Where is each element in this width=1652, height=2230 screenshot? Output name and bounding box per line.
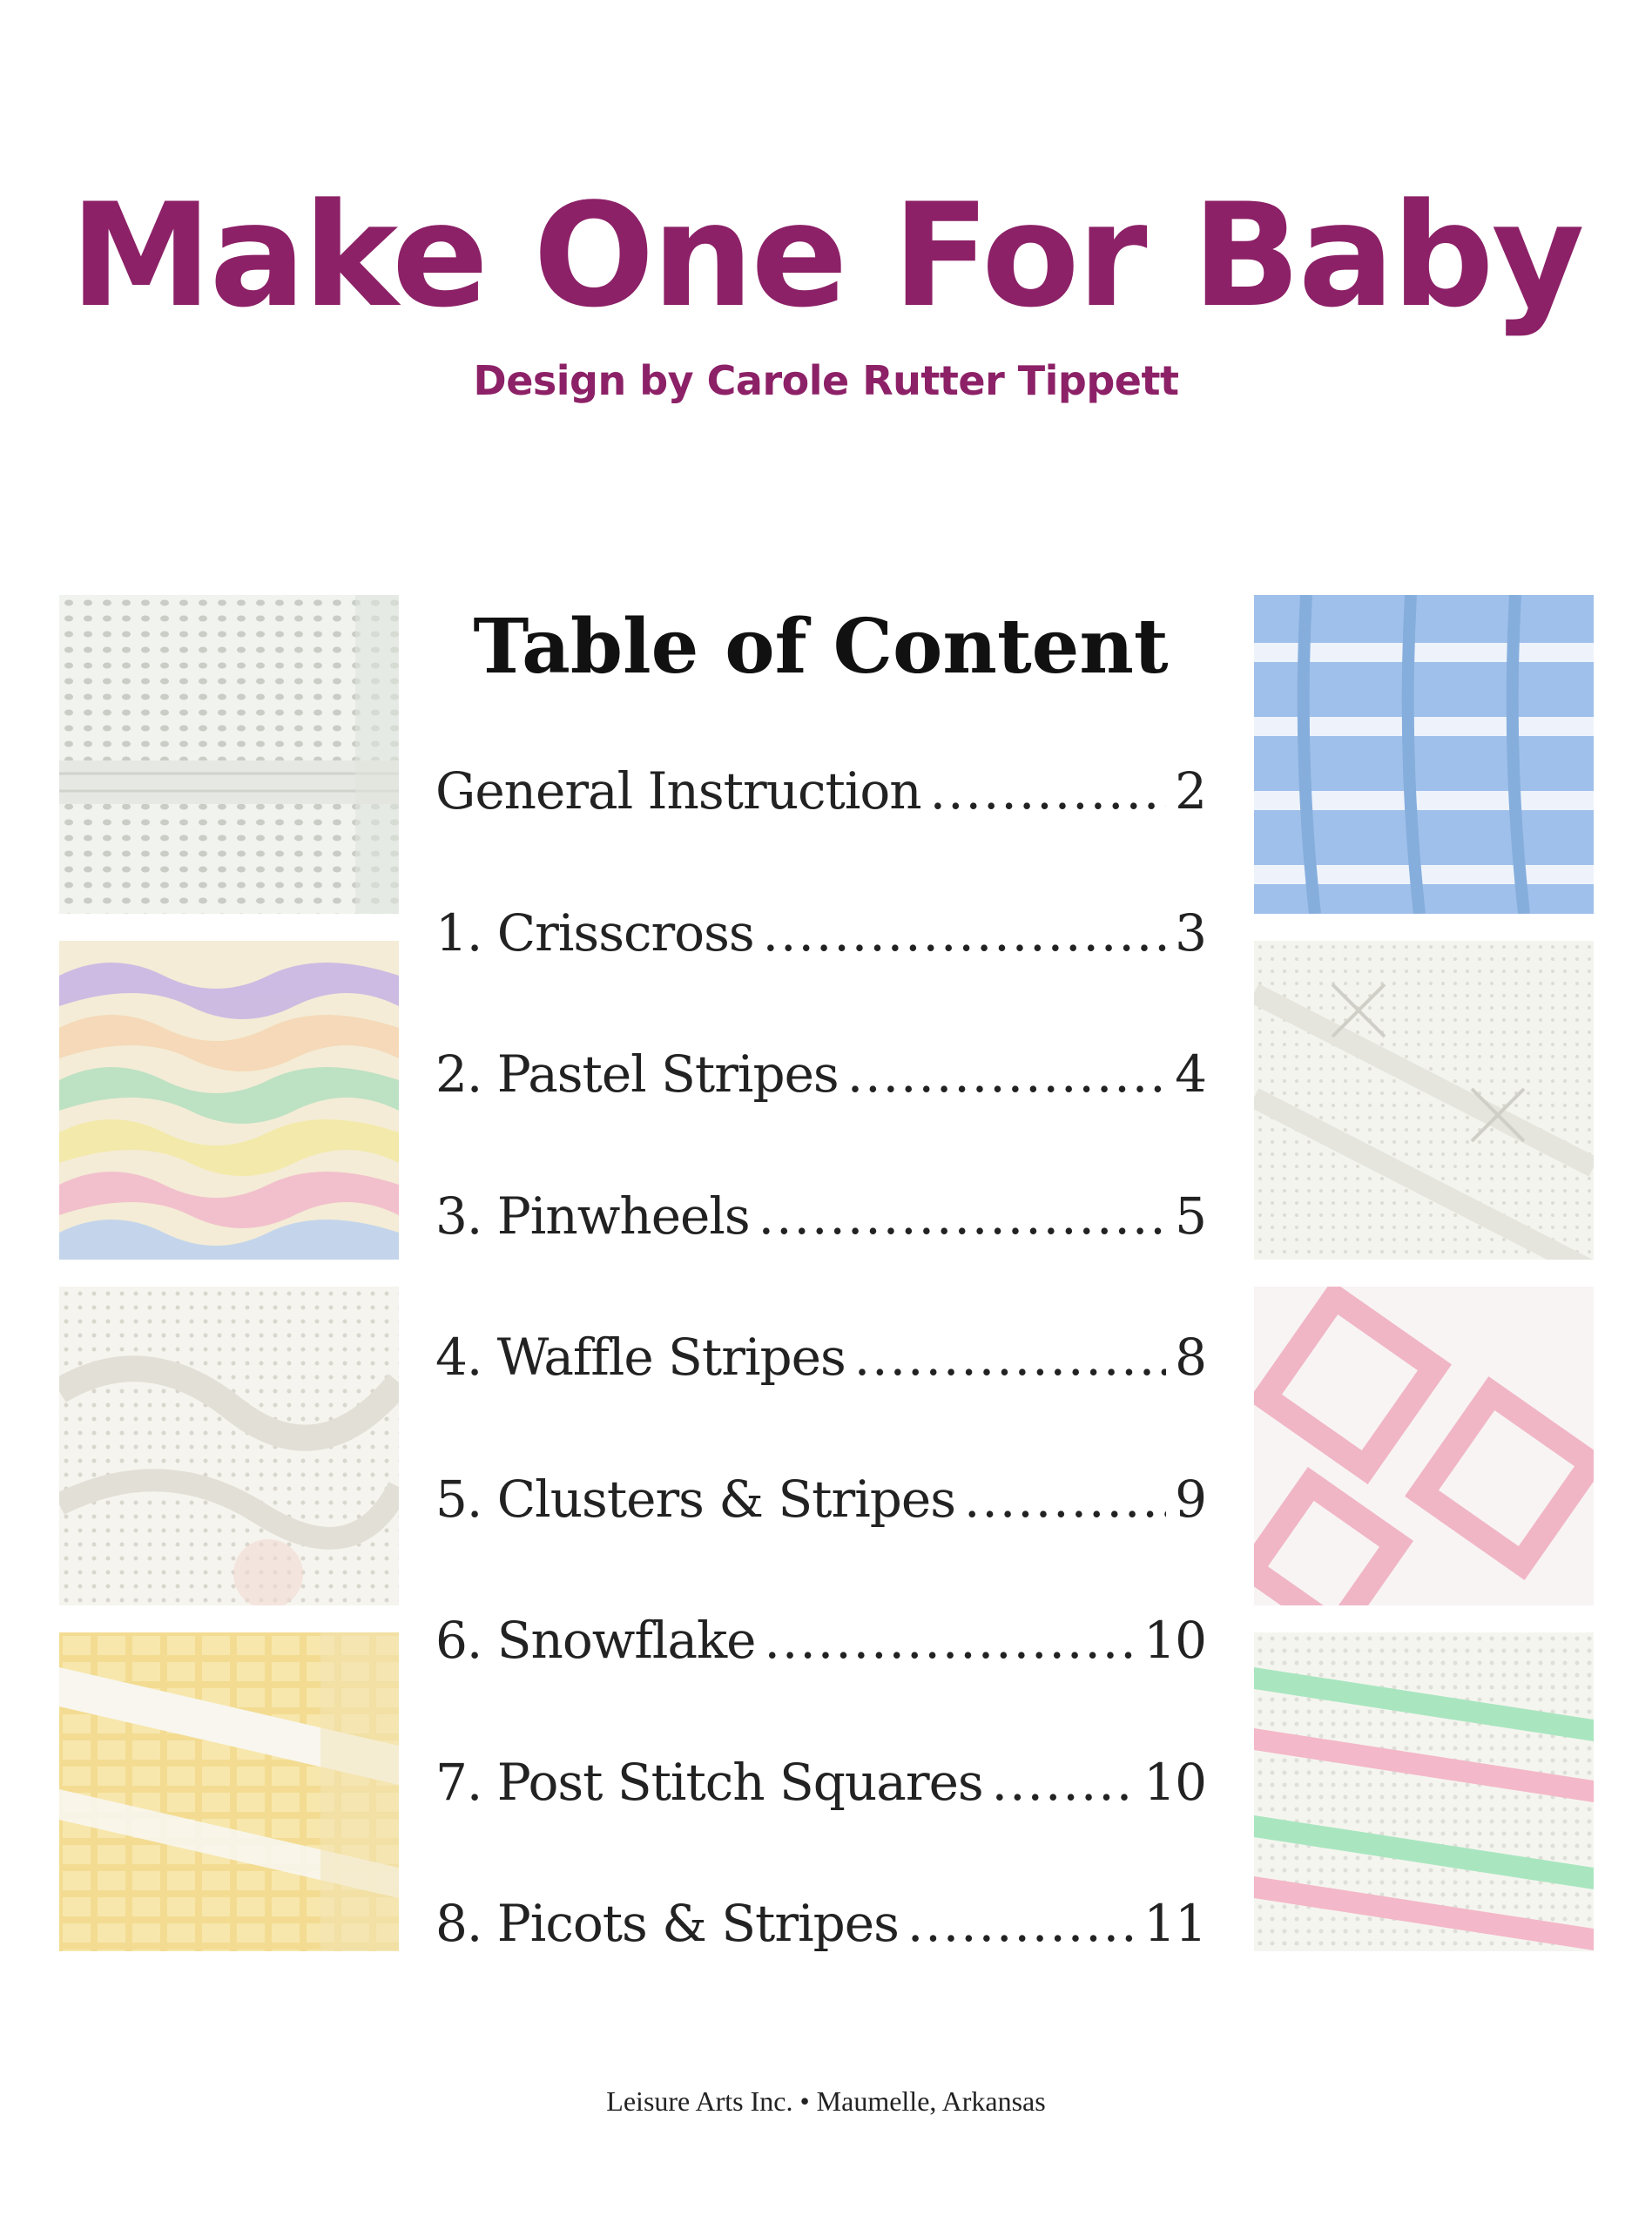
page-title: Make One For Baby (70, 172, 1582, 339)
toc-entry-pinwheels[interactable] (435, 1186, 1206, 1328)
toc-dot-leader (847, 1044, 1166, 1104)
publisher-footer: Leisure Arts Inc. • Maumelle, Arkansas (606, 2085, 1046, 2117)
toc-entry-page: 3 (1175, 902, 1206, 963)
toc-dot-leader (964, 1470, 1166, 1529)
toc-entry-general-instruction[interactable] (435, 761, 1206, 903)
toc-heading: Table of Content (473, 603, 1169, 691)
toc-entry-page: 9 (1175, 1469, 1206, 1529)
toc-entry-page: 2 (1175, 761, 1206, 821)
toc-entry-label: 2. Pastel Stripes (435, 1044, 839, 1104)
toc-entry-page: 11 (1143, 1894, 1206, 1953)
toc-entry-snowflake[interactable] (435, 1611, 1206, 1753)
toc-dot-leader (930, 761, 1166, 821)
toc-entry-label: 5. Clusters & Stripes (435, 1469, 955, 1529)
photo-pastel-stripes-afghan (59, 941, 399, 1260)
toc-entry-clusters-stripes[interactable] (435, 1470, 1206, 1612)
toc-entry-label: 8. Picots & Stripes (435, 1894, 899, 1953)
toc-dot-leader (763, 903, 1166, 963)
toc-entry-page: 10 (1143, 1752, 1206, 1812)
toc-entry-label: General Instruction (435, 761, 921, 821)
toc-entry-page: 10 (1143, 1611, 1206, 1670)
toc-entry-label: 3. Pinwheels (435, 1186, 750, 1246)
photo-white-pinwheel-afghan (59, 1287, 399, 1605)
toc-dot-leader (854, 1328, 1166, 1387)
toc-entry-crisscross[interactable] (435, 903, 1206, 1045)
toc-entry-label: 6. Snowflake (435, 1611, 756, 1670)
toc-entry-page: 8 (1175, 1328, 1206, 1387)
toc-entry-pastel-stripes[interactable] (435, 1044, 1206, 1186)
photo-yellow-waffle-afghan (59, 1632, 399, 1951)
toc-dot-leader (992, 1753, 1136, 1812)
toc-dot-leader (765, 1611, 1136, 1670)
toc-dot-leader (759, 1186, 1166, 1246)
toc-entry-page: 5 (1175, 1186, 1206, 1246)
toc-dot-leader (907, 1894, 1135, 1953)
toc-entry-picots-stripes[interactable] (435, 1894, 1206, 2036)
toc-entry-page: 4 (1175, 1044, 1206, 1104)
designer-credit: Design by Carole Rutter Tippett (473, 357, 1179, 404)
toc-entry-label: 1. Crisscross (435, 902, 754, 963)
toc-entry-label: 7. Post Stitch Squares (435, 1752, 983, 1812)
photo-pink-squares-afghan (1254, 1287, 1594, 1605)
photo-white-lace-afghan (59, 595, 399, 914)
toc-entry-post-stitch-squares[interactable] (435, 1753, 1206, 1895)
toc-entry-label: 4. Waffle Stripes (435, 1328, 846, 1387)
photo-white-snowflake-afghan (1254, 941, 1594, 1260)
photo-blue-stripes-afghan (1254, 595, 1594, 914)
photo-picot-stripes-afghan (1254, 1632, 1594, 1951)
toc-entry-waffle-stripes[interactable] (435, 1328, 1206, 1470)
table-of-contents (435, 761, 1206, 2036)
